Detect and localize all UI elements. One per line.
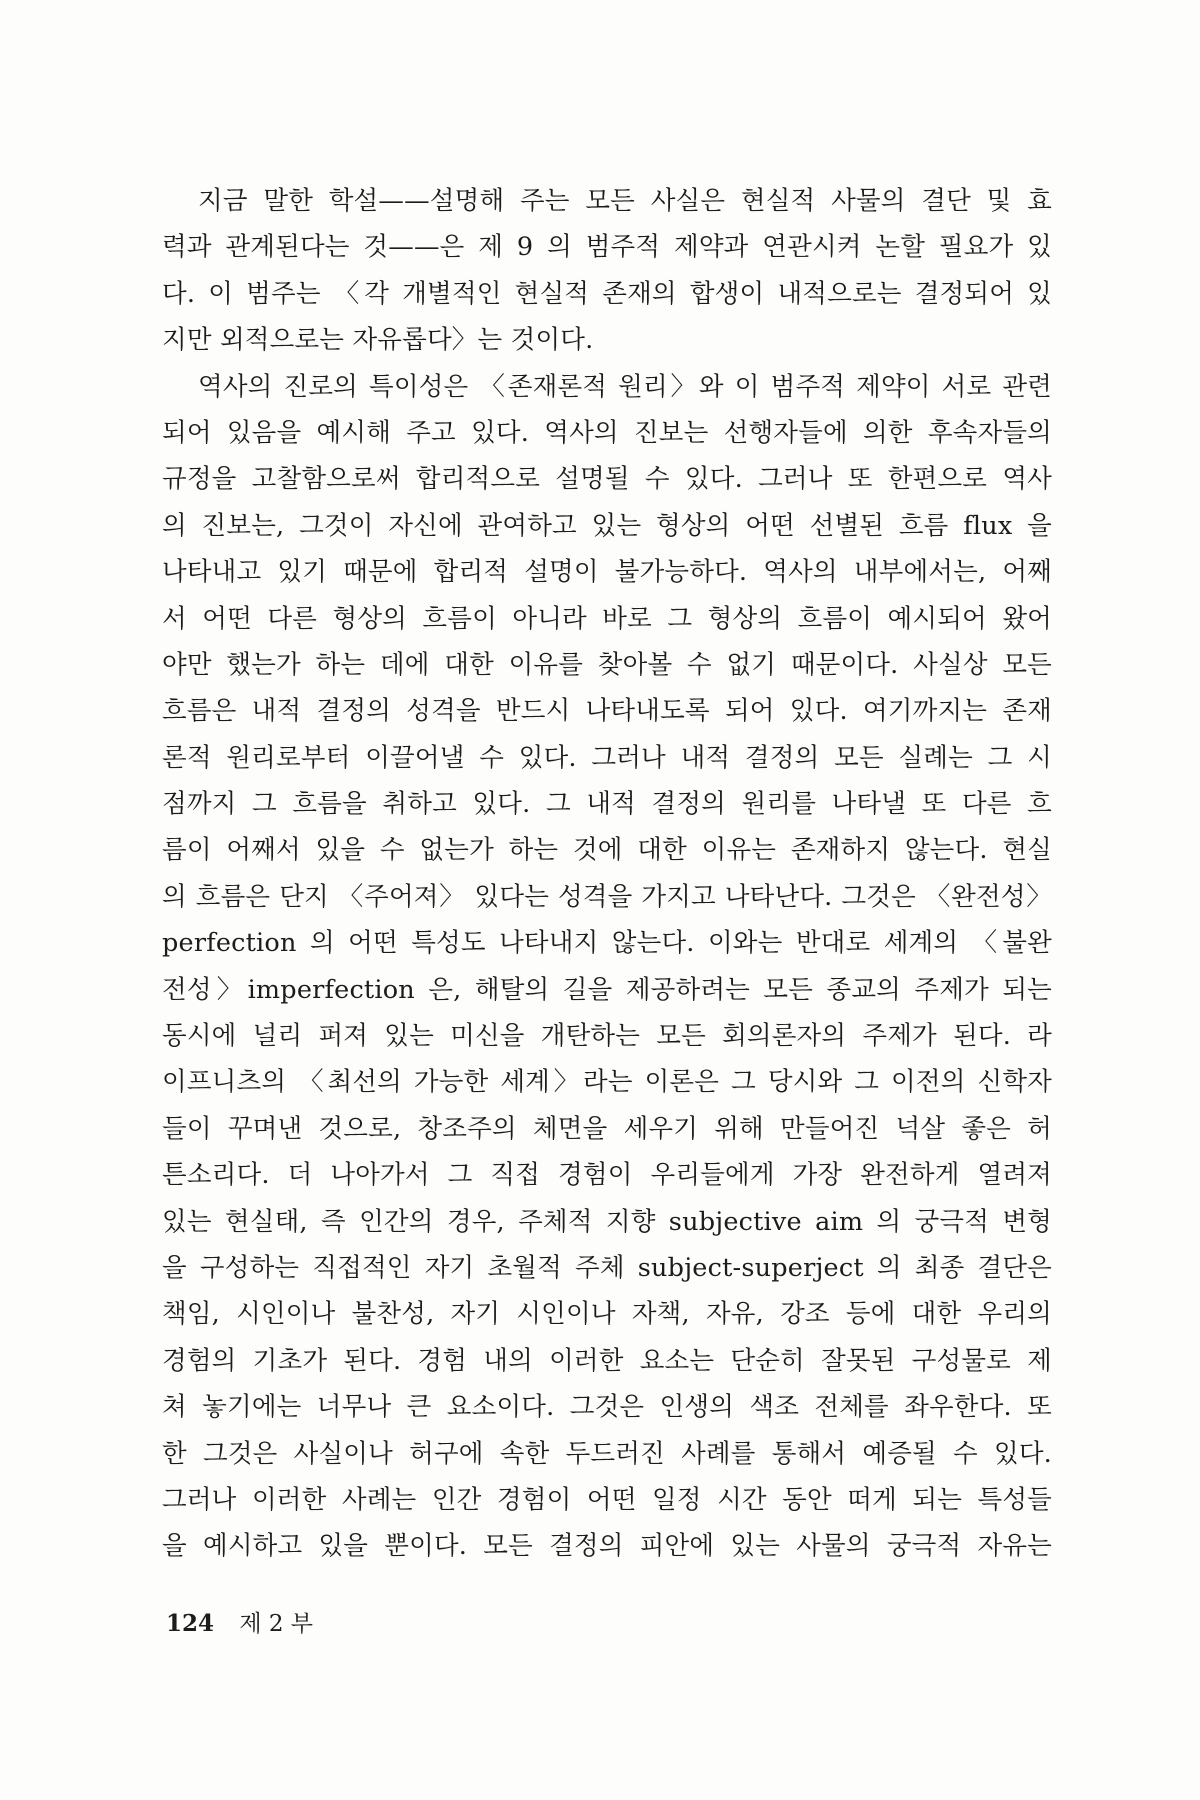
paragraph-2 <box>162 364 1052 1570</box>
text-line: 나타내고 있기 때문에 합리적 설명이 불가능하다. 역사의 내부에서는, 어째 <box>162 557 1052 588</box>
text-line: 규정을 고찰함으로써 합리적으로 설명될 수 있다. 그러나 또 한편으로 역사 <box>162 464 1052 495</box>
text-line: 의 흐름은 단지 〈주어져〉 있다는 성격을 가지고 나타난다. 그것은 〈완전성〉 <box>162 881 1052 912</box>
text-line: 전성〉imperfection 은, 해탈의 길을 제공하려는 모든 종교의 주제가 되는 <box>162 974 1052 1005</box>
body-text <box>162 178 1052 1570</box>
text-line: 름이 어째서 있을 수 없는가 하는 것에 대한 이유는 존재하지 않는다. 현실 <box>162 835 1052 866</box>
text-line: 지만 외적으로는 자유롭다〉는 것이다. <box>162 325 594 356</box>
text-line: 력과 관계된다는 것——은 제 9 의 범주적 제약과 연관시켜 논할 필요가 있 <box>162 232 1052 263</box>
text-line: 튼소리다. 더 나아가서 그 직접 경험이 우리들에게 가장 완전하게 열려져 <box>162 1160 1052 1191</box>
text-line: 경험의 기초가 된다. 경험 내의 이러한 요소는 단순히 잘못된 구성물로 제 <box>162 1345 1052 1376</box>
text-line: 론적 원리로부터 이끌어낼 수 있다. 그러나 내적 결정의 모든 실례는 그 시 <box>162 742 1052 773</box>
text-line: 을 예시하고 있을 뿐이다. 모든 결정의 피안에 있는 사물의 궁극적 자유는 <box>162 1531 1052 1562</box>
text-line: 들이 꾸며낸 것으로, 창조주의 체면을 세우기 위해 만들어진 넉살 좋은 허 <box>162 1113 1052 1144</box>
page-number: 124 <box>166 1610 215 1637</box>
text-line: 서 어떤 다른 형상의 흐름이 아니라 바로 그 형상의 흐름이 예시되어 왔어 <box>162 603 1052 634</box>
text-line: 지금 말한 학설——설명해 주는 모든 사실은 현실적 사물의 결단 및 효 <box>198 186 1052 216</box>
text-line: 흐름은 내적 결정의 성격을 반드시 나타내도록 되어 있다. 여기까지는 존재 <box>162 696 1052 727</box>
text-line: 의 진보는, 그것이 자신에 관여하고 있는 형상의 어떤 선별된 흐름 flux 을 <box>162 510 1052 541</box>
text-line: 그러나 이러한 사례는 인간 경험이 어떤 일정 시간 동안 떠게 되는 특성들 <box>162 1484 1052 1515</box>
text-line: 쳐 놓기에는 너무나 큰 요소이다. 그것은 인생의 색조 전체를 좌우한다. 또 <box>162 1392 1052 1423</box>
text-line: 점까지 그 흐름을 취하고 있다. 그 내적 결정의 원리를 나타낼 또 다른 흐 <box>162 789 1052 820</box>
text-line: 한 그것은 사실이나 허구에 속한 두드러진 사례를 통해서 예증될 수 있다. <box>162 1438 1052 1469</box>
text-line: 있는 현실태, 즉 인간의 경우, 주체적 지향 subjective aim 의 궁극적 변형 <box>162 1206 1052 1237</box>
paragraph-1 <box>162 178 1052 364</box>
text-line: 역사의 진로의 특이성은 〈존재론적 원리〉와 이 범주적 제약이 서로 관련 <box>198 371 1052 402</box>
part-label: 제 2 부 <box>239 1611 314 1637</box>
page-footer <box>166 1604 313 1644</box>
text-line: 다. 이 범주는 〈각 개별적인 현실적 존재의 합생이 내적으로는 결정되어 있 <box>162 278 1052 309</box>
text-line: 을 구성하는 직접적인 자기 초월적 주체 subject-superject 의 최종 결단은 <box>162 1252 1052 1283</box>
text-line: perfection 의 어떤 특성도 나타내지 않는다. 이와는 반대로 세계의 〈불완 <box>162 928 1052 959</box>
text-line: 되어 있음을 예시해 주고 있다. 역사의 진보는 선행자들에 의한 후속자들의 <box>162 417 1052 448</box>
text-line: 야만 했는가 하는 데에 대한 이유를 찾아볼 수 없기 때문이다. 사실상 모든 <box>162 649 1052 680</box>
text-line: 책임, 시인이나 불찬성, 자기 시인이나 자책, 자유, 강조 등에 대한 우리의 <box>162 1299 1052 1330</box>
text-line: 동시에 널리 퍼져 있는 미신을 개탄하는 모든 회의론자의 주제가 된다. 라 <box>162 1021 1052 1052</box>
text-line: 이프니츠의 〈최선의 가능한 세계〉라는 이론은 그 당시와 그 이전의 신학자 <box>162 1067 1052 1098</box>
